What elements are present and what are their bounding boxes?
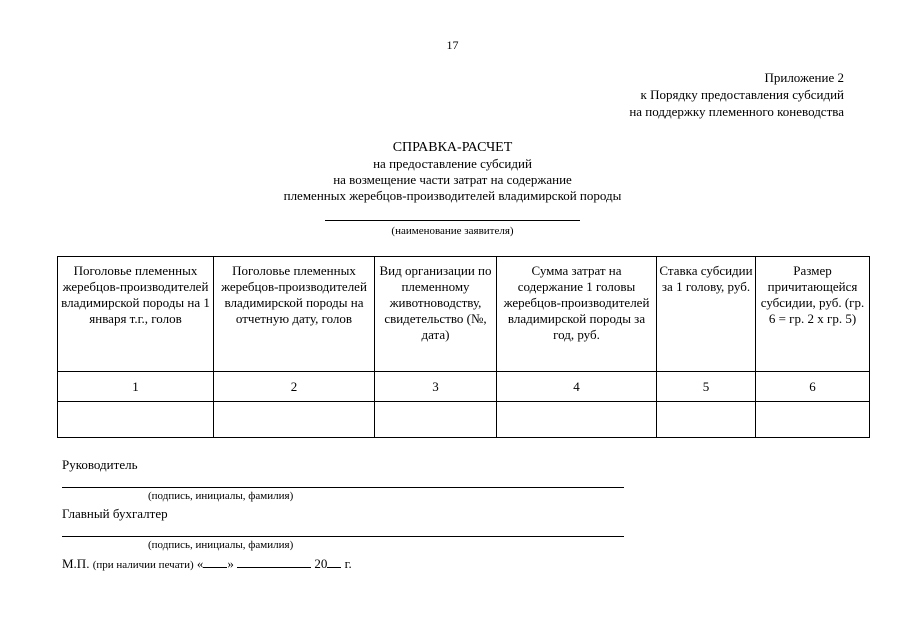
header-cell: Вид организации по племенному животноводству, свидетельство (№, дата) [375, 257, 497, 372]
table-header-row [58, 257, 870, 372]
column-number-row [58, 372, 870, 402]
title-line-4: племенных жеребцов-производителей владимирской породы [283, 188, 622, 203]
quote-open: « [196, 556, 204, 571]
appendix-line-1: Приложение 2 [764, 70, 844, 85]
applicant-name-line[interactable] [325, 220, 580, 221]
column-number: 5 [657, 372, 756, 402]
appendix-line-3: на поддержку племенного коневодства [629, 104, 844, 119]
data-cell[interactable] [58, 402, 214, 438]
title-line-2: на предоставление субсидий [373, 156, 532, 171]
column-number: 1 [58, 372, 214, 402]
appendix-header [629, 69, 844, 120]
header-cell: Поголовье племенных жеребцов-производителей владимирской породы на отчетную дату, голов [214, 257, 375, 372]
document-title [0, 139, 905, 204]
data-cell[interactable] [756, 402, 870, 438]
year-prefix: 20 [314, 556, 328, 571]
header-cell: Ставка субсидии за 1 голову, руб. [657, 257, 756, 372]
accountant-signature-caption: (подпись, инициалы, фамилия) [148, 539, 294, 551]
year-suffix: г. [344, 556, 352, 571]
data-cell[interactable] [375, 402, 497, 438]
stamp-mp: М.П. [62, 556, 90, 571]
column-number: 3 [375, 372, 497, 402]
month-blank[interactable] [237, 555, 311, 568]
data-cell[interactable] [657, 402, 756, 438]
header-cell: Размер причитающейся субсидии, руб. (гр. 6 = гр. 2 x гр. 5) [756, 257, 870, 372]
title-main: СПРАВКА-РАСЧЕТ [392, 140, 513, 155]
header-cell: Сумма затрат на содержание 1 головы жеребцов-производителей владимирской породы за год, руб. [497, 257, 657, 372]
head-label: Руководитель [62, 457, 138, 472]
data-entry-row [58, 402, 870, 438]
column-number: 6 [756, 372, 870, 402]
header-cell: Поголовье племенных жеребцов-производителей владимирской породы на 1 января т.г., голов [58, 257, 214, 372]
stamp-note: (при наличии печати) [92, 559, 194, 571]
accountant-signature-line[interactable] [62, 536, 624, 537]
accountant-label: Главный бухгалтер [62, 506, 168, 521]
year-blank[interactable] [327, 555, 341, 568]
appendix-line-2: к Порядку предоставления субсидий [640, 87, 844, 102]
title-line-3: на возмещение части затрат на содержание [333, 172, 572, 187]
subsidy-table [57, 256, 870, 438]
page-number: 17 [446, 38, 459, 52]
column-number: 2 [214, 372, 375, 402]
head-signature-line[interactable] [62, 487, 624, 488]
column-number: 4 [497, 372, 657, 402]
stamp-line [62, 555, 352, 572]
quote-close: » [227, 556, 234, 571]
data-cell[interactable] [214, 402, 375, 438]
day-blank[interactable] [203, 555, 227, 568]
head-signature-caption: (подпись, инициалы, фамилия) [148, 490, 294, 502]
applicant-caption: (наименование заявителя) [391, 225, 514, 237]
data-cell[interactable] [497, 402, 657, 438]
